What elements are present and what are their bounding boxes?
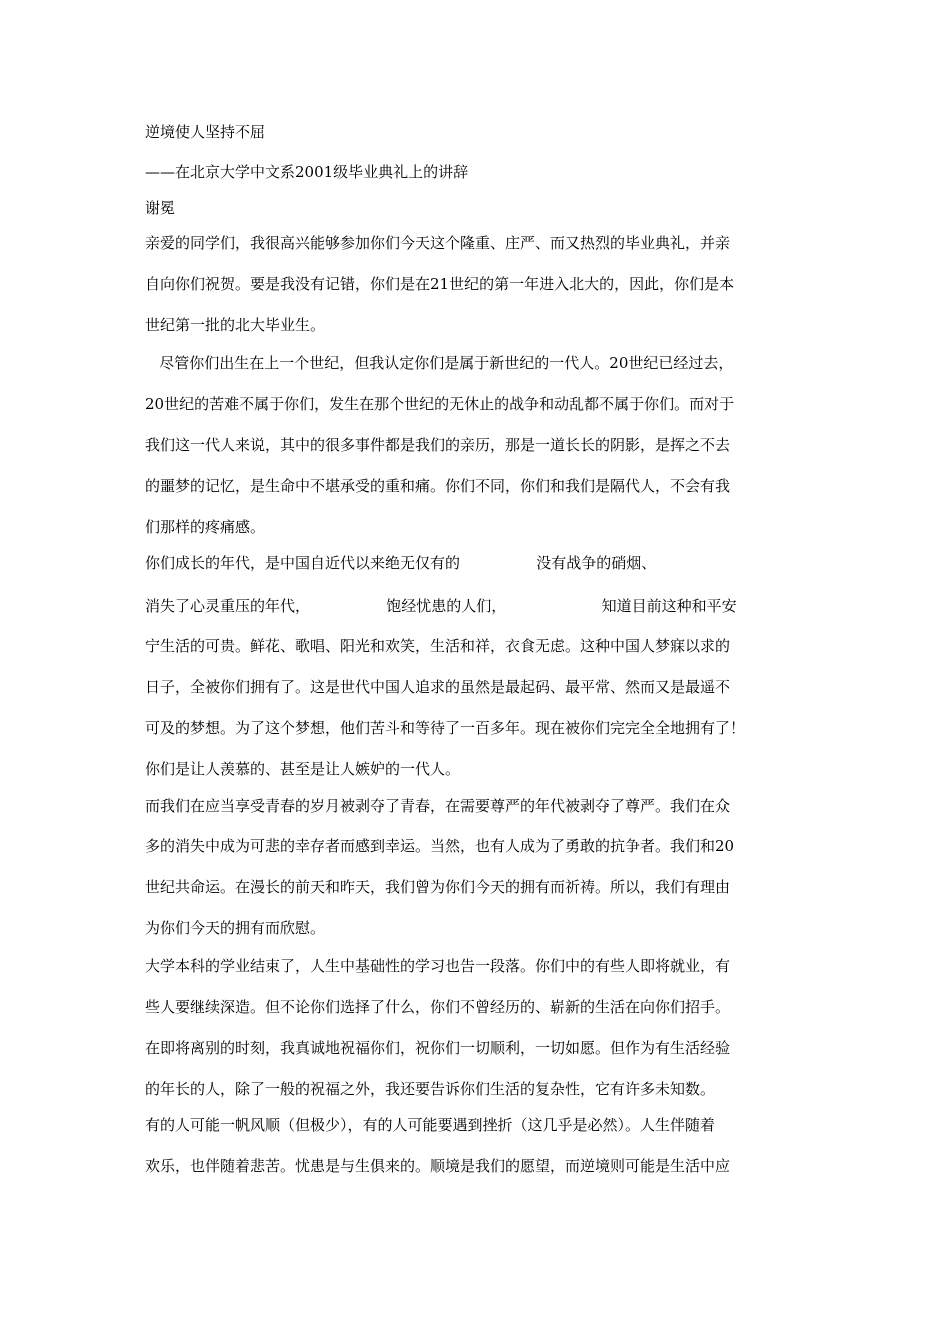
- body-line: 为你们今天的拥有而欣慰。: [145, 919, 326, 937]
- document-subtitle: ——在北京大学中文系2001级毕业典礼上的讲辞: [145, 163, 469, 181]
- body-line: 可及的梦想。为了这个梦想，他们苦斗和等待了一百多年。现在被你们完完全全地拥有了！: [145, 719, 746, 737]
- body-line: 尽管你们出生在上一个世纪，但我认定你们是属于新世纪的一代人。20世纪已经过去，: [145, 354, 734, 372]
- body-line: 我们这一代人来说，其中的很多事件都是我们的亲历，那是一道长长的阴影，是挥之不去: [145, 436, 731, 454]
- body-line: 宁生活的可贵。鲜花、歌唱、阳光和欢笑，生活和祥，衣食无虑。这种中国人梦寐以求的: [145, 637, 731, 655]
- body-line: 亲爱的同学们，我很高兴能够参加你们今天这个隆重、庄严、而又热烈的毕业典礼，并亲: [145, 234, 731, 252]
- body-line: 而我们在应当享受青春的岁月被剥夺了青春，在需要尊严的年代被剥夺了尊严。我们在众: [145, 797, 731, 815]
- body-line: 日子，全被你们拥有了。这是世代中国人追求的虽然是最起码、最平常、然而又是最遥不: [145, 678, 731, 696]
- body-line: 的噩梦的记忆，是生命中不堪承受的重和痛。你们不同，你们和我们是隔代人，不会有我: [145, 477, 731, 495]
- body-line: 些人要继续深造。但不论你们选择了什么，你们不曾经历的、崭新的生活在向你们招手。: [145, 998, 731, 1016]
- body-line: 自向你们祝贺。要是我没有记错，你们是在21世纪的第一年进入北大的，因此，你们是本: [145, 275, 735, 293]
- body-line: 消失了心灵重压的年代， 饱经忧患的人们， 知道目前这种和平安: [145, 597, 737, 615]
- body-line: 世纪共命运。在漫长的前天和昨天，我们曾为你们今天的拥有而祈祷。所以，我们有理由: [145, 878, 731, 896]
- body-line: 们那样的疼痛感。: [145, 518, 266, 536]
- body-line: 20世纪的苦难不属于你们，发生在那个世纪的无休止的战争和动乱都不属于你们。而对于: [145, 395, 735, 413]
- body-line: 多的消失中成为可悲的幸存者而感到幸运。当然，也有人成为了勇敢的抗争者。我们和20: [145, 837, 735, 855]
- body-line: 世纪第一批的北大毕业生。: [145, 316, 326, 334]
- body-line: 有的人可能一帆风顺（但极少），有的人可能要遇到挫折（这几乎是必然）。人生伴随着: [145, 1116, 716, 1134]
- body-line: 大学本科的学业结束了，人生中基础性的学习也告一段落。你们中的有些人即将就业，有: [145, 957, 731, 975]
- body-line: 在即将离别的时刻，我真诚地祝福你们，祝你们一切顺利，一切如愿。但作为有生活经验: [145, 1039, 731, 1057]
- document-author: 谢冕: [145, 199, 176, 217]
- body-line: 的年长的人，除了一般的祝福之外，我还要告诉你们生活的复杂性，它有许多未知数。: [145, 1080, 716, 1098]
- body-line: 欢乐，也伴随着悲苦。忧患是与生俱来的。顺境是我们的愿望，而逆境则可能是生活中应: [145, 1157, 731, 1175]
- body-line: 你们成长的年代，是中国自近代以来绝无仅有的 没有战争的硝烟、: [145, 554, 657, 572]
- document-title: 逆境使人坚持不屈: [145, 123, 266, 141]
- body-line: 你们是让人羡慕的、甚至是让人嫉妒的一代人。: [145, 760, 461, 778]
